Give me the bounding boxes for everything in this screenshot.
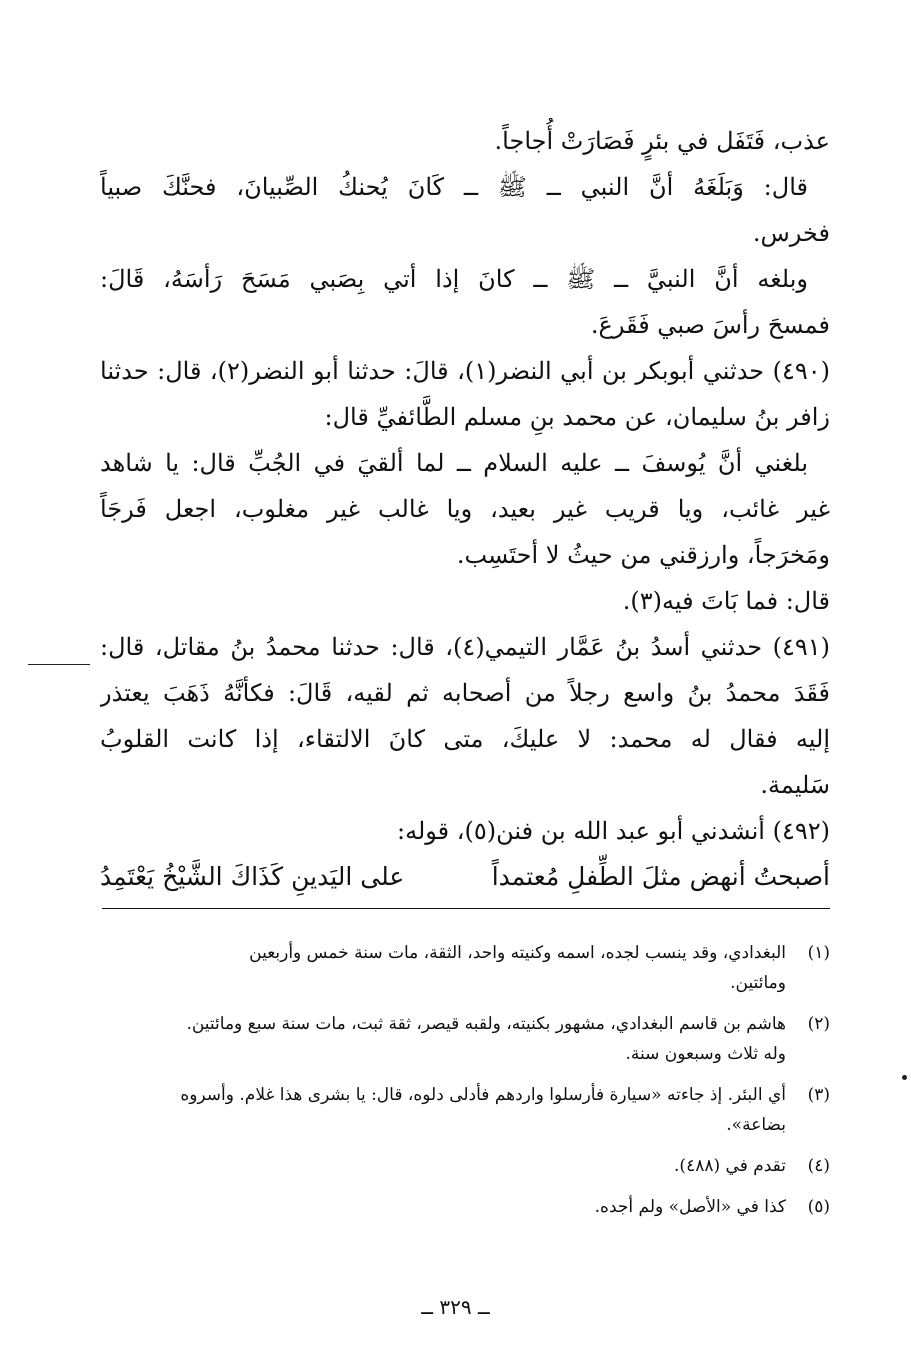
poetry-verse xyxy=(100,854,830,900)
text-line: إليه فقال له محمد: لا عليكَ، متى كانَ الالتقاء، إذا كانت القلوبُ xyxy=(100,725,830,753)
footnote-text: تقدم في (٤٨٨). xyxy=(674,1156,786,1176)
footnote-number: (١) xyxy=(807,943,830,963)
footnote-line xyxy=(100,1192,830,1222)
footnote-separator xyxy=(102,908,830,909)
footnote-text: أي البئر. إذ جاءته «سيارة فأرسلوا واردهم فأدلى دلوه، قال: يا بشرى هذا غلام. وأسروه xyxy=(180,1085,786,1105)
footnote-line xyxy=(100,1151,830,1181)
footnote-4 xyxy=(100,1151,830,1181)
text-line: غير غائب، ويا قريب غير بعيد، ويا غالب غير مغلوب، اجعل فَرجَاً xyxy=(100,495,830,523)
footnote-text: كذا في «الأصل» ولم أجده. xyxy=(594,1197,786,1217)
hadith-490-heading: (٤٩٠) حدثني أبوبكر بن أبي النضر(١)، قالَ: حدثنا أبو النضر(٢)، قال: حدثنا xyxy=(100,357,830,385)
text-line: فخرس. xyxy=(752,219,830,247)
text-line: سَليمة. xyxy=(760,771,830,799)
margin-dot-mark xyxy=(902,1075,907,1080)
text-line: ومَخرَجاً، وارزقني من حيثُ لا أحتَسِب. xyxy=(456,541,830,569)
page-number: ــ ٣٢٩ ــ xyxy=(421,1295,490,1319)
footnote-line xyxy=(100,1080,830,1110)
footnote-line: بضاعة». xyxy=(726,1115,786,1135)
verse-second-hemistich: على اليَدينِ كَذَاكَ الشَّيْخُ يَعْتَمِدُ xyxy=(100,862,405,891)
hadith-491-heading: (٤٩١) حدثني أسدُ بنُ عَمَّار التيمي(٤)، قال: حدثنا محمدُ بنُ مقاتل، قال: xyxy=(100,633,830,661)
footnote-text: البغدادي، وقد ينسب لجده، اسمه وكنيته واحد، الثقة، مات سنة خمس وأربعين xyxy=(249,943,786,963)
verse-first-hemistich: أصبحتُ أنهض مثلَ الطِّفلِ مُعتمداً xyxy=(491,862,830,891)
footnote-3 xyxy=(100,1080,830,1140)
margin-dash-mark xyxy=(28,664,90,665)
footnote-1 xyxy=(100,938,830,998)
text-line: فَقَدَ محمدُ بنُ واسع رجلاً من أصحابه ثم لقيه، قَالَ: فكأنَّهُ ذَهَبَ يعتذر xyxy=(100,679,830,707)
text-line: فمسحَ رأسَ صبي فَقَرعَ. xyxy=(590,311,830,339)
text-line: بلغني أنَّ يُوسفَ ــ عليه السلام ــ لما ألقيَ في الجُبِّ قال: يا شاهد xyxy=(100,449,808,477)
footnote-line: وله ثلاث وسبعون سنة. xyxy=(625,1044,786,1064)
text-line: قال: فما بَاتَ فيه(٣). xyxy=(622,587,830,615)
footnote-text: هاشم بن قاسم البغدادي، مشهور بكنيته، ولقبه قيصر، ثقة ثبت، مات سنة سبع ومائتين. xyxy=(186,1014,786,1034)
hadith-492-heading: (٤٩٢) أنشدني أبو عبد الله بن فنن(٥)، قوله: xyxy=(397,817,830,845)
text-line: قال: وَبَلَغَهُ أنَّ النبي ــ ﷺ ــ كَانَ يُحنكُ الصِّبيانَ، فحنَّكَ صبياً xyxy=(100,173,808,201)
footnote-number: (٤) xyxy=(807,1156,830,1176)
footnote-5 xyxy=(100,1192,830,1222)
footnote-2 xyxy=(100,1009,830,1069)
footnote-number: (٣) xyxy=(807,1085,830,1105)
text-line: عذب، فَتَفَل في بئرٍ فَصَارَتْ أُجاجاً. xyxy=(494,127,830,155)
main-text-block xyxy=(100,118,830,900)
footnote-line xyxy=(100,938,830,968)
footnotes-block xyxy=(100,938,830,1222)
footnote-number: (٢) xyxy=(807,1014,830,1034)
footnote-line xyxy=(100,1009,830,1039)
footnote-line: ومائتين. xyxy=(730,973,786,993)
footnote-number: (٥) xyxy=(807,1197,830,1217)
text-line: زافر بنُ سليمان، عن محمد بنِ مسلم الطَّائفيِّ قال: xyxy=(324,403,830,431)
text-line: وبلغه أنَّ النبيَّ ــ ﷺ ــ كانَ إذا أتي بِصَبي مَسَحَ رَأسَهُ، قَالَ: xyxy=(100,265,808,293)
